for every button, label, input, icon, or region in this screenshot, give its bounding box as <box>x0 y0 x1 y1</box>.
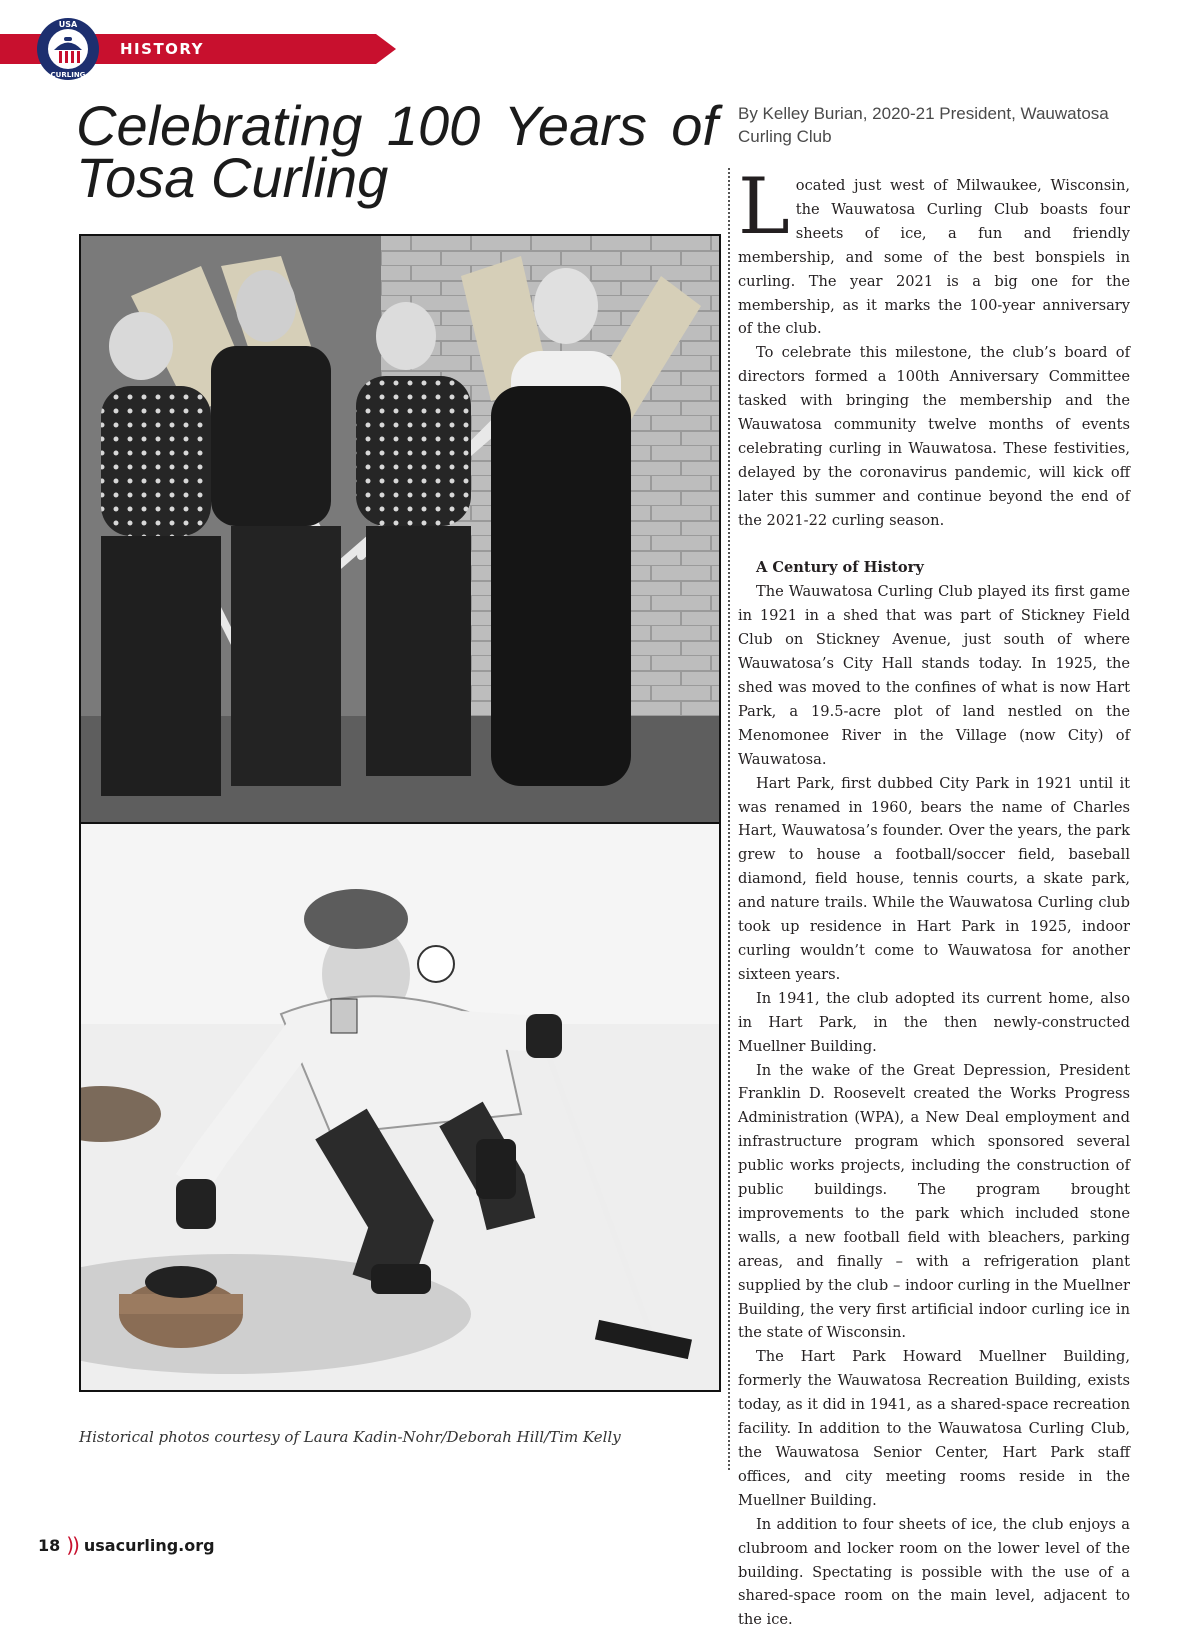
article-paragraph: The Wauwatosa Curling Club played its first game in 1921 in a shed that was part of Stickney Field Club on Stickney Avenue, just south of where Wauwatosa’s City Hall stands today. In 1925, the shed was moved to the confines of what is now Hart Park, a 19.5-acre plot of land nestled on the Menomonee River in the Village (now City) of Wauwatosa. <box>738 583 1130 768</box>
article-paragraph: In 1941, the club adopted its current home, also in Hart Park, in the then newly-constructed Muellner Building. <box>738 989 1130 1055</box>
lead-text: ocated just west of Milwaukee, Wisconsin, the Wauwatosa Curling Club boasts four sheets of ice, a fun and friendly membership, and some of the best bonspiels in curling. The year 2021 is a big one for the membership, as it marks the 100-year anniversary of the club. <box>738 177 1130 338</box>
article-paragraph: To celebrate this milestone, the club’s board of directors formed a 100th Anniversary Committee tasked with bringing the membership and the Wauwatosa community twelve months of events celebrating curling in Wauwatosa. These festivities, delayed by the coronavirus pandemic, will kick off later this summer and continue beyond the end of the 2021-22 curling season. <box>738 344 1130 529</box>
article-paragraph: The Hart Park Howard Muellner Building, formerly the Wauwatosa Recreation Building, exists today, as it did in 1941, as a shared-space recreation facility. In addition to the Wauwatosa Curling Club, the Wauwatosa Senior Center, Hart Park staff offices, and city meeting rooms reside in the Muellner Building. <box>738 1348 1130 1509</box>
article-paragraph: Hart Park, first dubbed City Park in 1921 until it was renamed in 1960, bears the name of Charles Hart, Wauwatosa’s founder. Over the years, the park grew to house a football/soccer field, baseball diamond, field house, tennis courts, a skate park, and nature trails. While the Wauwatosa Curling club took up residence in Hart Park in 1925, indoor curling wouldn’t come to Wauwatosa for another sixteen years. <box>738 774 1130 983</box>
footer-separator: )) <box>66 1533 78 1557</box>
drop-cap: L <box>738 162 790 252</box>
logo-bottom-text: CURLING <box>50 71 86 79</box>
four-women-with-brooms-photo <box>79 234 721 824</box>
article-paragraph: In addition to four sheets of ice, the club enjoys a clubroom and locker room on the lower level of the building. Spectating is possible with the use of a shared-space room on the main level, adjacent to the ice. <box>738 1515 1130 1629</box>
logo-top-text: USA <box>58 20 78 29</box>
article-title: Celebrating 100 Years of Tosa Curling <box>76 94 718 209</box>
footer-site-link[interactable]: usacurling.org <box>83 1535 215 1555</box>
man-delivering-curling-stone-photo <box>79 822 721 1392</box>
usa-curling-logo-icon <box>36 17 100 81</box>
page-footer <box>38 1533 215 1557</box>
article-byline: By Kelley Burian, 2020-21 President, Wauwatosa Curling Club <box>738 104 1109 146</box>
photo-caption: Historical photos courtesy of Laura Kadin-Nohr/Deborah Hill/Tim Kelly <box>79 1428 621 1446</box>
page-number: 18 <box>38 1535 61 1555</box>
section-label: HISTORY <box>120 40 205 58</box>
article-subheading: A Century of History <box>756 559 924 577</box>
article-paragraph: In the wake of the Great Depression, President Franklin D. Roosevelt created the Works Progress Administration (WPA), a New Deal employment and infrastructure program which sponsored several public works projects, including the construction of public buildings. The program brought improvements to the park which included stone walls, a new football field with bleachers, parking areas, and finally – with a refrigeration plant supplied by the club – indoor curling in the Muellner Building, the very first artificial indoor curling ice in the state of Wisconsin. <box>738 1061 1130 1342</box>
article-body <box>738 162 1130 1632</box>
column-divider <box>728 168 730 1470</box>
article-paragraph <box>738 162 1130 341</box>
